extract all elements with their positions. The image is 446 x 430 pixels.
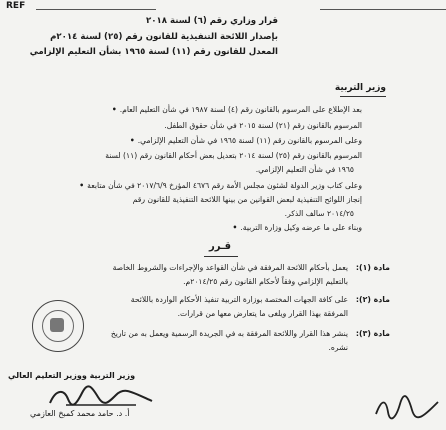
marginal-handwriting bbox=[372, 392, 442, 422]
header-line-1: قرار وزاري رقم (٦) لسنة ٢٠١٨ bbox=[146, 16, 278, 26]
minister-title: وزير التربية bbox=[334, 83, 386, 93]
preamble-line-8: ٢٠١٤/٢٥ سالف الذكر. bbox=[284, 209, 354, 218]
article-3-line-2: نشره. bbox=[328, 343, 348, 352]
article-1-number: مادة (١): bbox=[355, 263, 390, 272]
preamble-line-4: المرسوم بالقانون رقم (٢٥) لسنة ٢٠١٤ بتعديل بعض أحكام القانون رقم (١١) لسنة bbox=[105, 151, 362, 160]
top-right-rule bbox=[320, 9, 446, 10]
article-1-line-1: يعمل بأحكام اللائحة المرفقة في شأن القواعد والإجراءات والشروط الخاصة bbox=[112, 263, 348, 272]
preamble-line-3: وعلى المرسوم بالقانون رقم (١١) لسنة ١٩٦٥ في شأن التعليم الإلزامي. • bbox=[130, 137, 362, 145]
article-2-number: مادة (٢): bbox=[355, 295, 390, 304]
article-2-line-2: المرفقة بهذا القرار ويلغى ما يتعارض معها من قرارات. bbox=[177, 309, 348, 318]
preamble-line-9: وبناء على ما عرضه وكيل وزارة التربية. • bbox=[232, 224, 362, 232]
preamble-line-2: المرسوم بالقانون رقم (٢١) لسنة ٢٠١٥ في شأن حقوق الطفل. bbox=[164, 121, 362, 130]
preamble-line-5: ١٩٦٥ في شأن التعليم الإلزامي. bbox=[255, 165, 354, 174]
article-3-line-1: ينشر هذا القرار واللائحة المرفقة به في الجريدة الرسمية ويعمل به من تاريخ bbox=[110, 329, 348, 338]
header-line-3: المعدل للقانون رقم (١١) لسنة ١٩٦٥ بشأن التعليم الإلزامي bbox=[29, 47, 278, 57]
header-line-2: بإصدار اللائحة التنفيذية للقانون رقم (٢٥) لسنة ٢٠١٤م bbox=[50, 32, 278, 42]
minister-title-underline bbox=[340, 96, 386, 97]
signature-scribble bbox=[46, 383, 156, 409]
preamble-line-6: وعلى كتاب وزير الدولة لشئون مجلس الأمة رقم ٤٦٧٦ المؤرخ ٢٠١٧/٦/٩ في شأن متابعة • bbox=[79, 182, 362, 190]
ref-label: REF bbox=[6, 1, 26, 11]
preamble-line-1: بعد الإطلاع على المرسوم بالقانون رقم (٤) لسنة ١٩٨٧ في شأن التعليم العام. • bbox=[112, 106, 362, 114]
ref-line bbox=[36, 9, 156, 10]
article-3-number: مادة (٣): bbox=[355, 329, 390, 338]
decision-title-underline bbox=[204, 256, 238, 257]
article-1-line-2: بالتعليم الإلزامي وفقاً لأحكام القانون رقم ٢٠١٤/٢٥م. bbox=[183, 277, 348, 286]
signature-name: أ. د. حامد محمد كمبخ العازمي bbox=[30, 409, 130, 418]
preamble-line-7: إنجاز اللوائح التنفيذية لبعض القوانين من بينها اللائحة التنفيذية للقانون رقم bbox=[132, 195, 362, 204]
article-2-line-1: على كافة الجهات المختصة بوزارة التربية تنفيذ الأحكام الواردة باللائحة bbox=[130, 295, 348, 304]
signature-title: وزير التربية ووزير التعليم العالي bbox=[8, 371, 136, 380]
decision-title: قـرر bbox=[209, 241, 231, 252]
ministry-seal bbox=[32, 300, 84, 352]
